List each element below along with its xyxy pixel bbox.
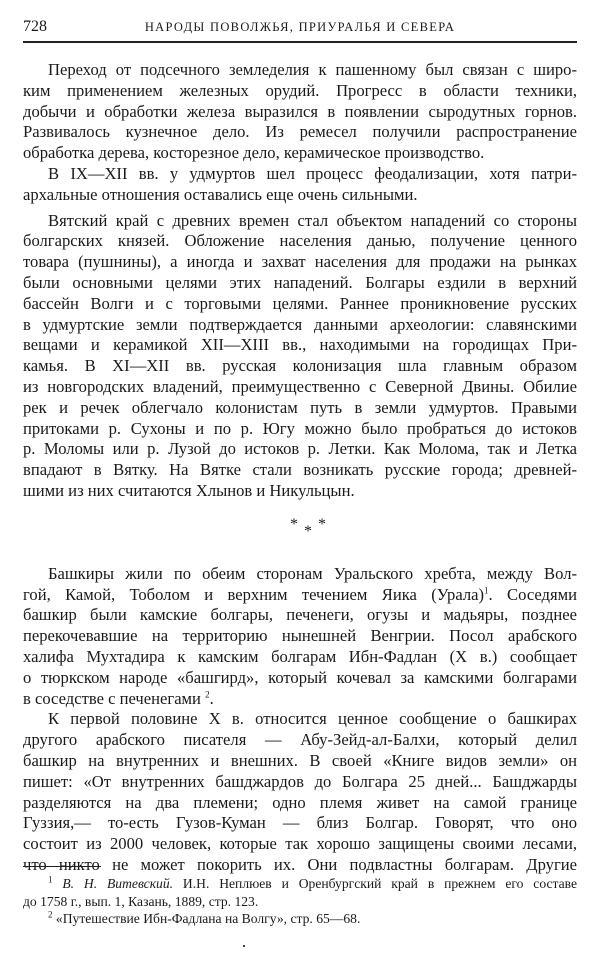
paragraph-vyatka bbox=[23, 211, 577, 502]
text-line: ким применением железных орудий. Прогресс в области техники, bbox=[23, 80, 577, 100]
text-line: другого арабского писателя — Абу-Зейд-ал-Балхи, который делил bbox=[23, 730, 577, 750]
text-line: пишет: «От внутренних башджардов до Болгара 25 дней... Башджарды bbox=[23, 771, 577, 791]
text-line: впадают в Вятку. На Вятке стали возникать русские города; древней- bbox=[23, 460, 577, 480]
text-line: бассейн Волги и с торговыми целями. Раннее проникновение русских bbox=[23, 293, 577, 313]
main-text bbox=[23, 60, 577, 876]
asterisk: * bbox=[318, 515, 326, 533]
text-line: башкир были камские болгары, печенеги, огузы и мадьяры, позднее bbox=[23, 605, 577, 625]
text-line: Башкиры жили по обеим сторонам Уральского хребта, между Вол- bbox=[48, 563, 577, 583]
text-line: К первой половине X в. относится ценное сообщение о башкирах bbox=[48, 709, 577, 729]
footnote-ref[interactable]: 1 bbox=[484, 585, 489, 595]
footnote-1: $^1$ В. Н. Витевский. И.Н. Неплюев и Оренбургский край в прежнем его составе bbox=[48, 875, 577, 891]
text-line: о тюркском народе «башгирд», который кочевал за камскими болгарами bbox=[23, 667, 577, 687]
text-line: в удмуртские земли подтверждается данными археологии: славянскими bbox=[23, 314, 577, 334]
text-line: башкир на внутренних и внешних. В своей «Книге видов земли» он bbox=[23, 750, 577, 770]
paragraph-feudalization bbox=[23, 164, 577, 206]
asterisk: * bbox=[304, 522, 312, 540]
section-separator bbox=[23, 502, 577, 564]
header-rule bbox=[23, 41, 577, 43]
text-line: архальные отношения оставались еще очень сильными. bbox=[23, 184, 418, 204]
paragraph-bashkirs bbox=[23, 564, 577, 710]
speck bbox=[243, 945, 245, 947]
text-line: халифа Мухтадира к камским болгарам Ибн-Фадлан (X в.) сообщает bbox=[23, 646, 577, 666]
footnotes bbox=[23, 875, 577, 928]
footnote-1-cont: до 1758 г., вып. 1, Казань, 1889, стр. 123. bbox=[23, 893, 259, 909]
footnote-2: $^2$ «Путешествие Ибн-Фадлана на Волгу», стр. 65—68. bbox=[48, 910, 361, 926]
paragraph-tools bbox=[23, 60, 577, 164]
text-line: гой, Камой, Тоболом и верхним течением Яика (Урала)$^1$. Соседями bbox=[23, 584, 577, 604]
running-title: НАРОДЫ ПОВОЛЖЬЯ, ПРИУРАЛЬЯ И СЕВЕРА bbox=[144, 20, 456, 34]
text-line: Переход от подсечного земледелия к пашенному был связан с широ- bbox=[48, 60, 577, 79]
text-line: Развивалось кузнечное дело. Из ремесел получили распространение bbox=[23, 122, 577, 142]
text-line: камья. В XI—XII вв. русская колонизация шла главным образом bbox=[23, 356, 577, 376]
text-line: Вятский край с древних времен стал объектом нападений со стороны bbox=[48, 210, 577, 230]
text-line: добычи и обработки железа выразился в появлении сыродутных горнов. bbox=[23, 101, 577, 121]
text-line: товара (пушнины), а иногда и захват населения для продажи на рынках bbox=[23, 252, 577, 272]
asterisk: * bbox=[290, 515, 298, 533]
text-line: в соседстве с печенегами $^2$. bbox=[23, 688, 214, 708]
footnote-ref[interactable]: 2 bbox=[205, 688, 210, 699]
text-line: перекочевавшие на территорию нынешней Венгрии. Посол арабского bbox=[23, 626, 577, 646]
text-line: Гуззия,— то-есть Гузов-Куман — близ Болгар. Говорят, что оно bbox=[23, 813, 577, 833]
text-line: состоит из 2000 человек, которые так хорошо защищены своими лесами, bbox=[23, 834, 577, 854]
text-line: рек и речек облегчало колонистам путь в земли удмуртов. Правыми bbox=[23, 397, 577, 417]
text-line: притоками р. Сухоны и по р. Югу можно было пробраться до истоков bbox=[23, 418, 577, 438]
footnote-rule bbox=[23, 866, 101, 867]
text-line: болгарских князей. Обложение населения данью, получение ценного bbox=[23, 231, 577, 251]
text-line: обработка дерева, косторезное дело, керамическое производство. bbox=[23, 143, 485, 163]
text-line: что никто не может покорить их. Они подвластны болгарам. Другие bbox=[23, 854, 577, 874]
page-number: 728 bbox=[23, 18, 47, 35]
paragraph-balkhi bbox=[23, 709, 577, 875]
text-line: В IX—XII вв. у удмуртов шел процесс феодализации, хотя патри- bbox=[48, 163, 577, 183]
text-line: шими из них считаются Хлынов и Никульцын. bbox=[23, 480, 355, 500]
text-line: р. Моломы или р. Лузой до истоков р. Летки. Как Молома, так и Летка bbox=[23, 439, 577, 459]
text-line: из новгородских владений, преимущественно с Северной Двины. Обилие bbox=[23, 376, 577, 396]
running-header bbox=[23, 18, 577, 38]
text-line: вещами и керамикой XII—XIII вв., находимыми на городищах При- bbox=[23, 335, 577, 355]
text-line: были основными целями этих нападений. Болгары ездили в верхний bbox=[23, 272, 577, 292]
text-line: разделяются на два племени; одно племя живет на самой границе bbox=[23, 792, 577, 812]
